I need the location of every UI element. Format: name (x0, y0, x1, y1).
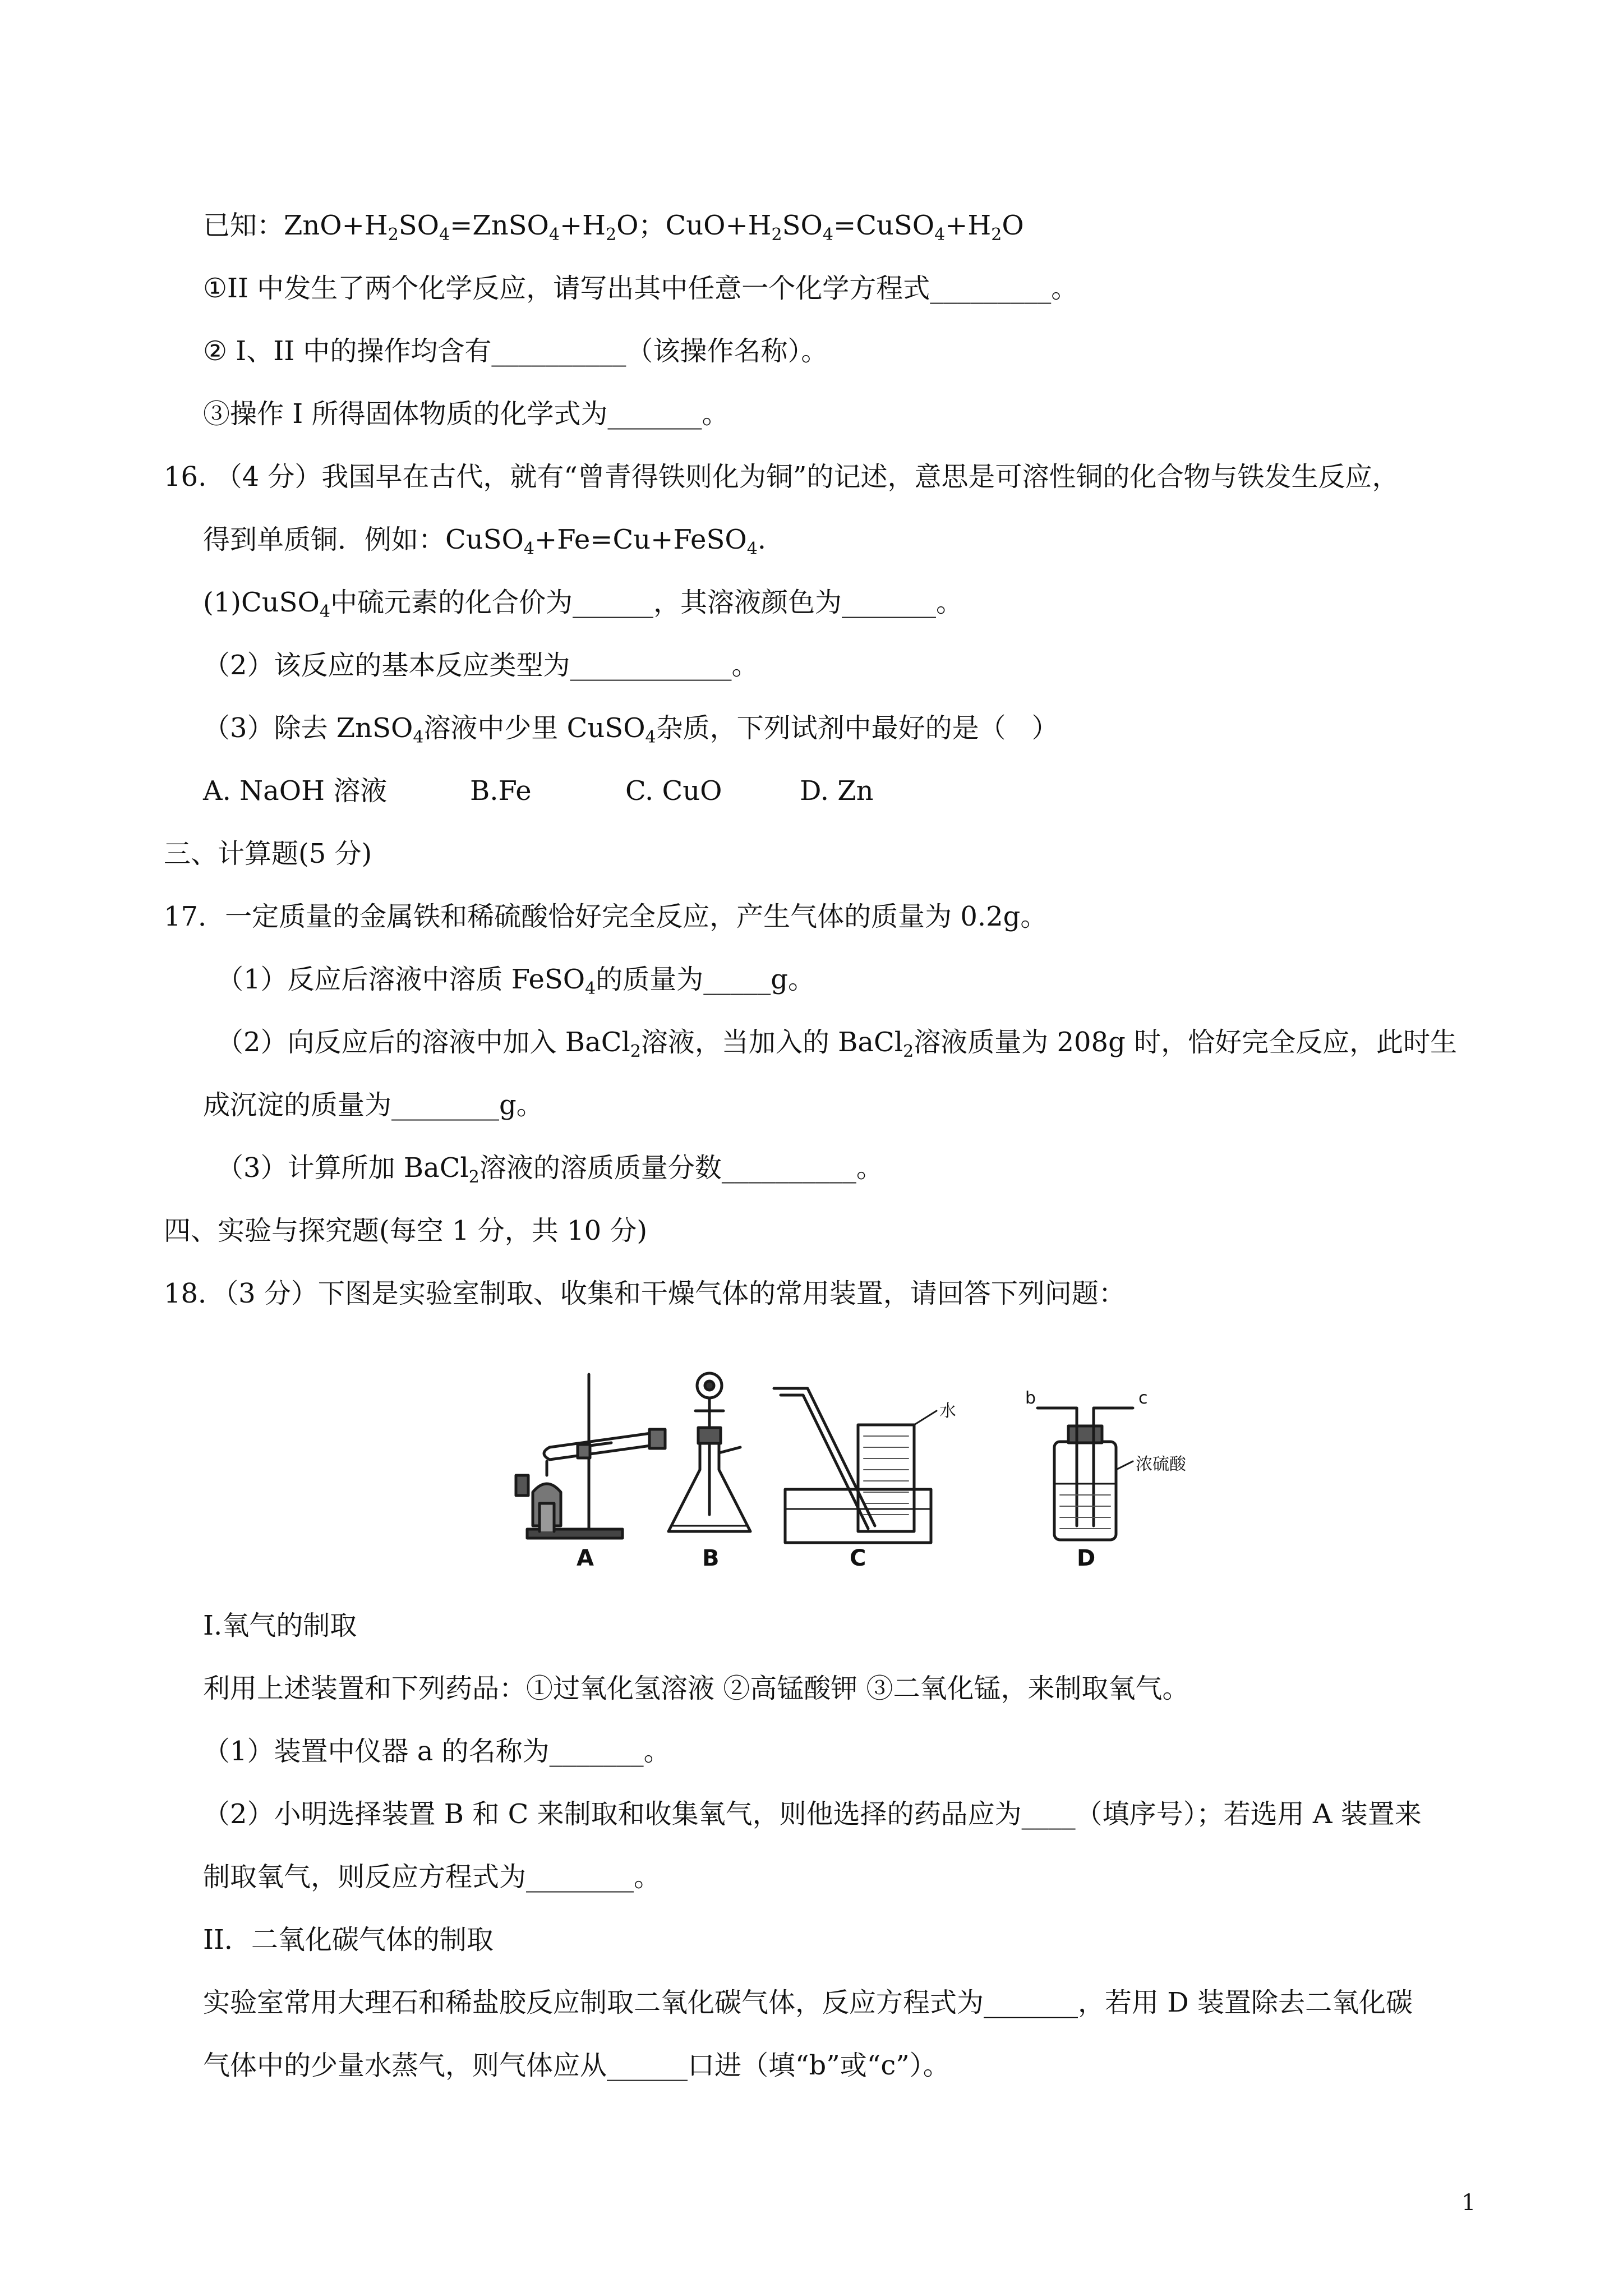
known-equations: 已知：$ZnO+H_2SO_4=ZnSO_4+H_2O$；$CuO+H_2SO_4=CuSO_4+H_2O$ (203, 210, 1024, 245)
q15-item2: ② I、II 中的操作均含有__________（该操作名称）。 (203, 335, 828, 367)
q18-part1-title: I.氧气的制取 (203, 1610, 357, 1641)
q15-item1: ①II 中发生了两个化学反应，请写出其中任意一个化学方程式_________。 (203, 273, 1078, 304)
figure-label-b: B (702, 1545, 720, 1571)
q17-part2-line2: 成沉淀的质量为________g。 (203, 1089, 543, 1121)
q16-option-a: A. NaOH 溶液 (203, 775, 388, 807)
figure-note-b: b (1025, 1388, 1036, 1408)
q16-part1: (1)CuSO$_4$中硫元素的化合价为______，其溶液颜色为_______。 (203, 587, 963, 622)
figure-label-d: D (1077, 1545, 1096, 1571)
apparatus-c-drawing (774, 1388, 937, 1543)
section-3-heading: 三、计算题(5 分) (164, 838, 372, 869)
q17-part1: （1）反应后溶液中溶质 FeSO$_4$的质量为_____g。 (216, 964, 815, 999)
q18-stem: 18．（3 分）下图是实验室制取、收集和干燥气体的常用装置，请回答下列问题： (164, 1278, 1126, 1309)
q17-part3: （3）计算所加 BaCl$_2$溶液的溶质质量分数__________。 (216, 1152, 883, 1187)
q18-part1-q2-line2: 制取氧气，则反应方程式为________。 (203, 1861, 661, 1893)
q18-part2-line2: 气体中的少量水蒸气，则气体应从______口进（填“b”或“c”）。 (203, 2050, 950, 2081)
q18-part1-intro: 利用上述装置和下列药品：①过氧化氢溶液 ②高锰酸钾 ③二氧化锰，来制取氧气。 (203, 1673, 1189, 1704)
q16-part2: （2）该反应的基本反应类型为____________。 (203, 650, 759, 681)
q16-option-b: B.Fe (470, 775, 532, 807)
apparatus-figure (494, 1363, 1200, 1576)
q17-stem: 17．一定质量的金属铁和稀硫酸恰好完全反应，产生气体的质量为 0.2g。 (164, 901, 1048, 932)
apparatus-d-drawing (1038, 1408, 1133, 1540)
section-4-heading: 四、实验与探究题(每空 1 分，共 10 分) (164, 1215, 648, 1246)
q16-stem-line1: 16. （4 分）我国早在古代，就有“曾青得铁则化为铜”的记述，意思是可溶性铜的化合物与铁发生反应， (164, 461, 1399, 493)
figure-note-c: c (1138, 1388, 1148, 1408)
q16-option-d: D. Zn (800, 775, 874, 807)
figure-note-acid: 浓硫酸 (1136, 1455, 1186, 1474)
q18-part1-q1: （1）装置中仪器 a 的名称为_______。 (203, 1736, 671, 1767)
q17-part2: （2）向反应后的溶液中加入 BaCl$_2$溶液，当加入的 BaCl$_2$溶液质量为 208g 时，恰好完全反应，此时生 (216, 1027, 1458, 1061)
q18-part2-title: II．二氧化碳气体的制取 (203, 1924, 494, 1955)
q16-part3: （3）除去 ZnSO$_4$溶液中少里 CuSO$_4$杂质，下列试剂中最好的是（ ） (203, 712, 1059, 747)
apparatus-b-drawing (668, 1373, 750, 1531)
q15-item3: ③操作 I 所得固体物质的化学式为_______。 (203, 398, 729, 430)
q18-part2-line1: 实验室常用大理石和稀盐胶反应制取二氧化碳气体，反应方程式为_______，若用 D 装置除去二氧化碳 (203, 1987, 1413, 2018)
figure-label-a: A (577, 1545, 594, 1571)
page-number: 1 (1461, 2190, 1476, 2216)
q18-part1-q2-line1: （2）小明选择装置 B 和 C 来制取和收集氧气，则他选择的药品应为____（填序号）；若选用 A 装置来 (203, 1798, 1422, 1830)
apparatus-a-drawing (516, 1374, 665, 1538)
q16-stem-line2: 得到单质铜．例如：CuSO$_4$+Fe=Cu+FeSO$_4$. (203, 524, 767, 559)
figure-note-water: 水 (939, 1401, 956, 1421)
figure-label-c: C (850, 1545, 866, 1571)
q16-option-c: C. CuO (625, 775, 722, 807)
apparatus-drawing (494, 1363, 1200, 1576)
